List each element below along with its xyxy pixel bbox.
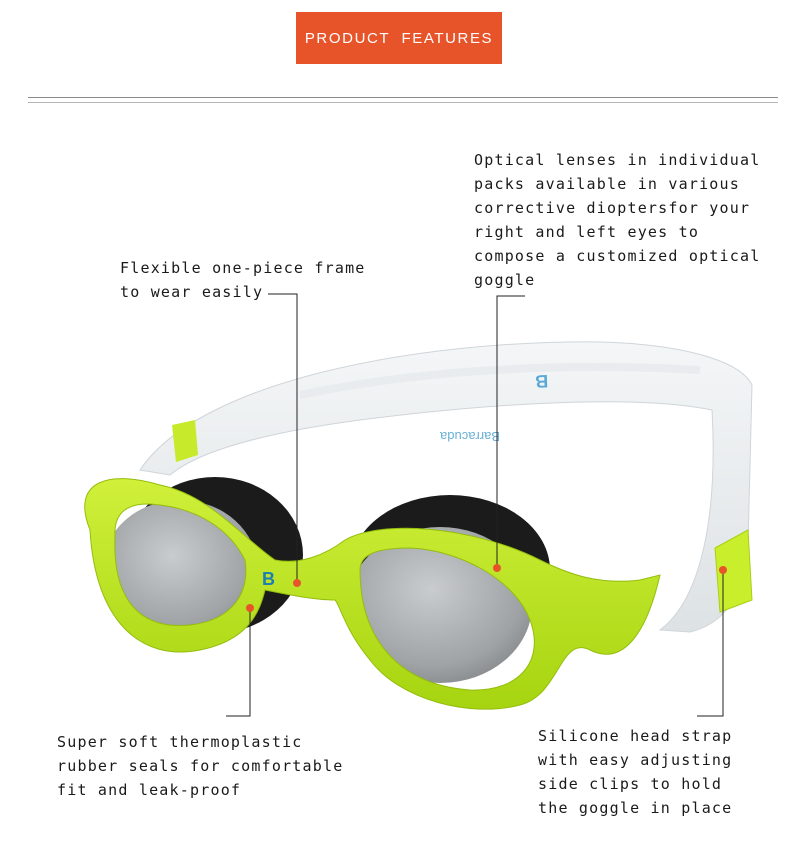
marker-strap-dot xyxy=(719,566,727,574)
callout-line: packs available in various xyxy=(474,175,740,193)
callout-line: fit and leak-proof xyxy=(57,781,242,799)
callout-line: Silicone head strap xyxy=(538,727,733,745)
callout-flexible-frame xyxy=(120,256,366,304)
callout-line: goggle xyxy=(474,271,536,289)
callout-line: right and left eyes to xyxy=(474,223,700,241)
callout-line: Super soft thermoplastic xyxy=(57,733,303,751)
callout-optical-lenses xyxy=(474,148,760,292)
marker-seal-dot xyxy=(246,604,254,612)
strap-logo: B xyxy=(534,371,549,392)
callout-line: with easy adjusting xyxy=(538,751,733,769)
callout-line: Optical lenses in individual xyxy=(474,151,761,169)
callout-rubber-seals xyxy=(57,730,343,802)
product-features-title: PRODUCT FEATURES xyxy=(304,29,494,47)
callout-line: side clips to hold xyxy=(538,775,723,793)
callout-line: to wear easily xyxy=(120,283,264,301)
callout-line: the goggle in place xyxy=(538,799,733,817)
frame-logo: B xyxy=(262,569,275,589)
marker-lens-dot xyxy=(493,564,501,572)
callout-line: Flexible one-piece frame xyxy=(120,259,366,277)
callout-head-strap xyxy=(538,724,732,820)
strap-brand-text: Barracuda xyxy=(440,429,500,444)
callout-line: corrective dioptersfor your xyxy=(474,199,751,217)
callout-line: compose a customized optical xyxy=(474,247,761,265)
callout-line: rubber seals for comfortable xyxy=(57,757,344,775)
marker-frame-dot xyxy=(293,579,301,587)
